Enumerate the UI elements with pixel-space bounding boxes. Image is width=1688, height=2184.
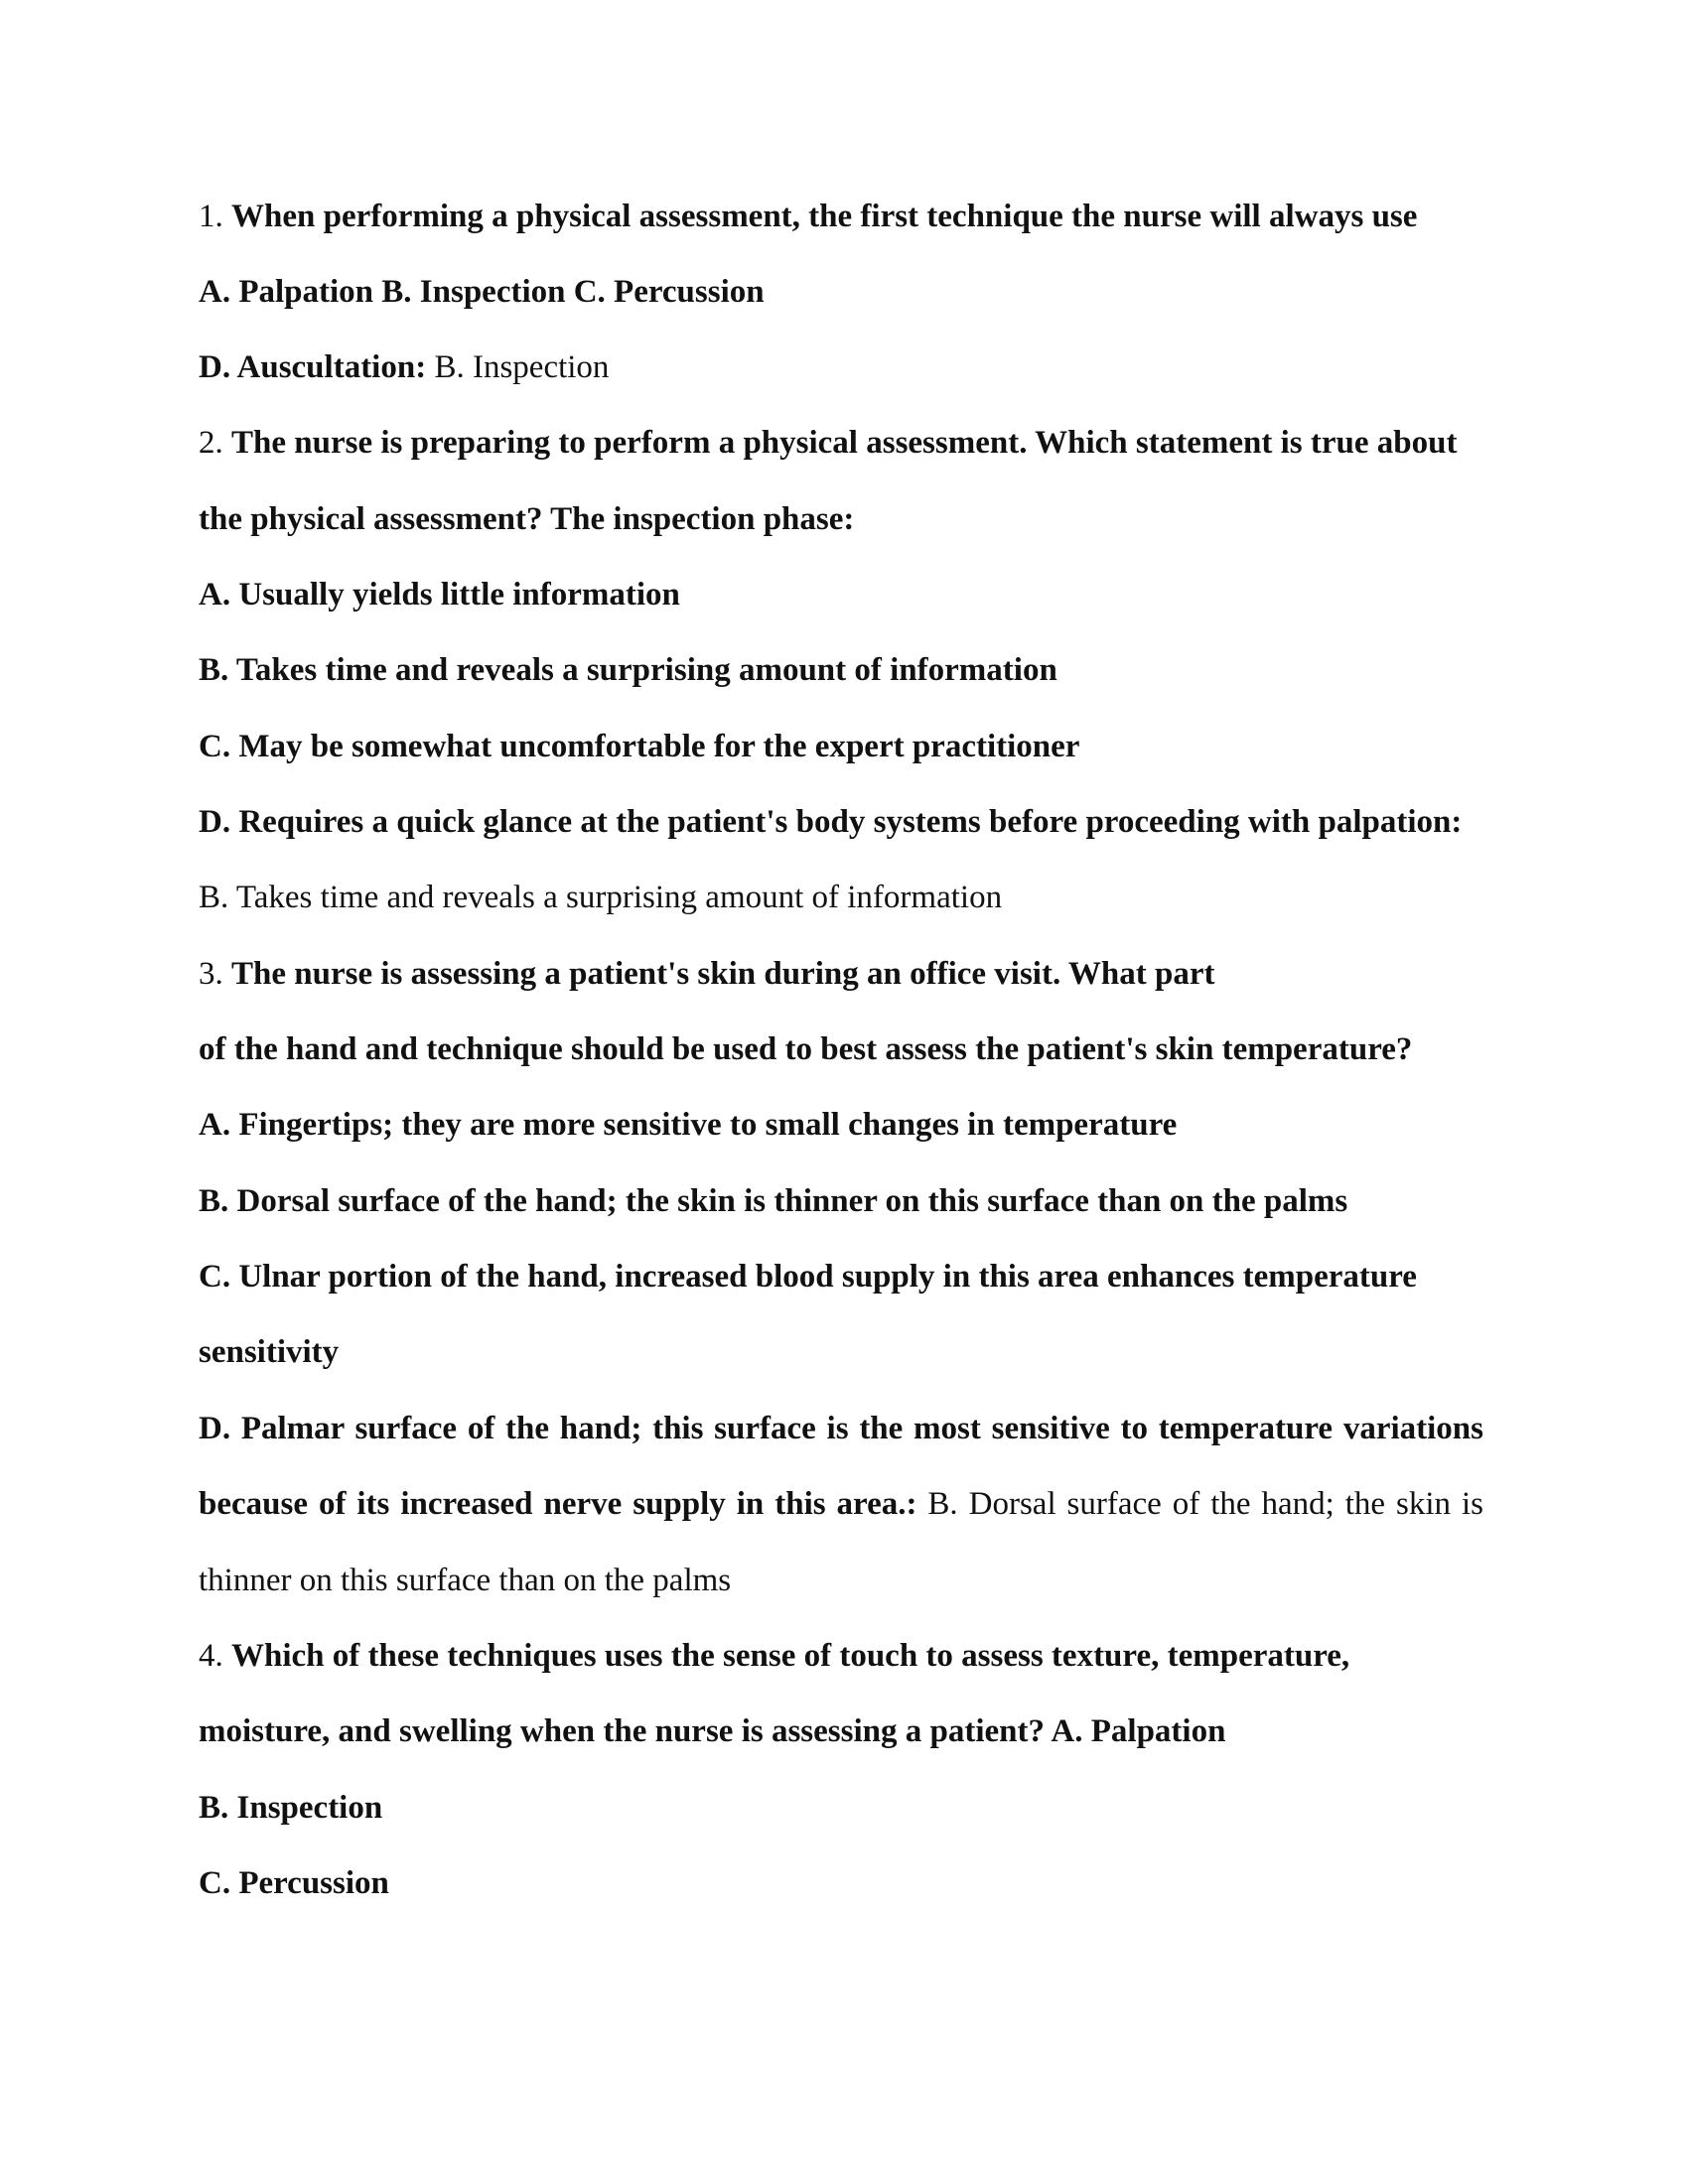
q2-option-c: C. May be somewhat uncomfortable for the expert practitioner — [199, 729, 1080, 764]
q2-number: 2. — [199, 425, 223, 461]
q3-answer-part2: thinner on this surface than on the palms — [199, 1563, 732, 1598]
q2-option-b: B. Takes time and reveals a surprising amount of information — [199, 652, 1057, 688]
q1-last-option-and-answer — [199, 351, 609, 384]
q3-option-d-line1: D. Palmar surface of the hand; this surface is the most sensitive to temperature variations — [199, 1411, 1483, 1446]
q3-stem-line2: of the hand and technique should be used to best assess the patient's skin temperature? — [199, 1031, 1413, 1067]
q2-option-d: D. Requires a quick glance at the patient's body systems before proceeding with palpation: — [199, 804, 1463, 840]
q3-option-c-line2: sensitivity — [199, 1334, 340, 1370]
q3-answer-part1: B. Dorsal surface of the hand; the skin is — [927, 1486, 1483, 1522]
q3-option-c-line1: C. Ulnar portion of the hand, increased blood supply in this area enhances temperature — [199, 1259, 1417, 1295]
q2-stem-line2: the physical assessment? The inspection phase: — [199, 501, 855, 537]
q3-option-a: A. Fingertips; they are more sensitive to small changes in temperature — [199, 1107, 1178, 1143]
q2-stem-text-1: The nurse is preparing to perform a physical assessment. Which statement is true about — [231, 425, 1458, 461]
q4-option-b: B. Inspection — [199, 1790, 383, 1826]
q3-option-d-line2-and-answer — [199, 1488, 1483, 1521]
q2-option-a: A. Usually yields little information — [199, 577, 680, 613]
q3-option-b: B. Dorsal surface of the hand; the skin is thinner on this surface than on the palms — [199, 1183, 1348, 1219]
q1-stem-text: When performing a physical assessment, the first technique the nurse will always use — [231, 199, 1418, 234]
q1-stem — [199, 201, 1417, 233]
q3-stem-text-1: The nurse is assessing a patient's skin during an office visit. What part — [231, 956, 1215, 992]
q4-option-c: C. Percussion — [199, 1865, 389, 1901]
q3-number: 3. — [199, 956, 223, 992]
q1-answer: B. Inspection — [434, 349, 610, 385]
q3-option-d-text-2: because of its increased nerve supply in this area.: — [199, 1486, 917, 1522]
q1-number: 1. — [199, 199, 223, 234]
q4-stem-line1 — [199, 1640, 1349, 1673]
q1-options-line: A. Palpation B. Inspection C. Percussion — [199, 274, 765, 310]
q1-option-d: D. Auscultation: — [199, 349, 427, 385]
q3-stem-line1 — [199, 958, 1214, 991]
q4-stem-line2: moisture, and swelling when the nurse is assessing a patient? A. Palpation — [199, 1713, 1226, 1749]
q4-stem-text-1: Which of these techniques uses the sense of touch to assess texture, temperature, — [231, 1638, 1350, 1674]
q4-number: 4. — [199, 1638, 223, 1674]
q2-stem-line1 — [199, 427, 1457, 460]
q2-answer: B. Takes time and reveals a surprising amount of information — [199, 880, 1003, 915]
